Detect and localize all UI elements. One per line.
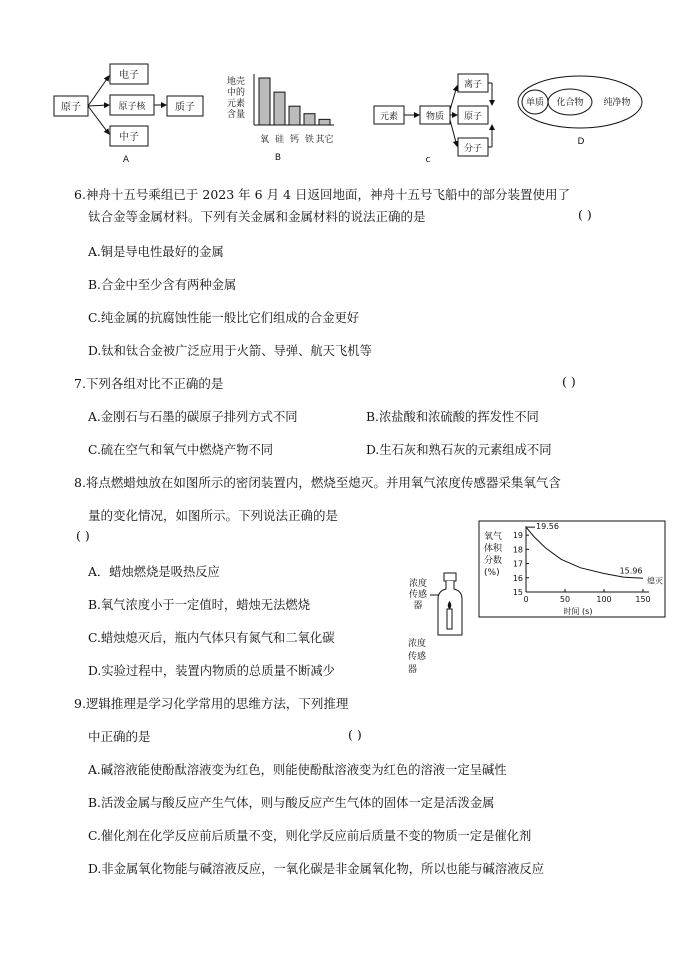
fig-b-bar-2: [289, 106, 300, 125]
q8-chart-ylabel-4: (%): [484, 568, 500, 578]
q8-chart-xlabel: 时间 (s): [563, 607, 593, 616]
fig-b-category-label: 硅: [274, 135, 285, 145]
q8-option-c: C.蜡烛熄灭后，瓶内气体只有氮气和二氧化碳: [88, 631, 335, 645]
q7-option-a: A.金刚石与石墨的碳原子排列方式不同: [88, 410, 298, 424]
q9-option-a: A.碱溶液能使酚酞溶液变为红色，则能使酚酞溶液变为红色的溶液一定呈碱性: [88, 763, 507, 777]
figure-b: [222, 70, 337, 165]
fig-b-bar-4: [319, 119, 330, 125]
q8-apparatus-label-2: 传感: [408, 590, 428, 600]
q8-chart-annotation-end: 15.96: [619, 566, 643, 576]
q8-chart-y-tick-label: 17: [512, 559, 523, 569]
q9-option-d: D.非金属氧化物能与碱溶液反应，一氧化碳是非金属氧化物，所以也能与碱溶液反应: [88, 862, 545, 876]
q8-chart-x-tick-label: 50: [559, 595, 571, 604]
fig-a-box-proton: 质子: [175, 102, 195, 113]
fig-b-category-label: 钙: [289, 135, 300, 145]
q8-oxygen-chart: [478, 520, 668, 620]
q8-apparatus: [400, 565, 470, 680]
fig-b-ylabel-4: 含量: [226, 110, 246, 120]
q8-chart-ylabel-1: 氧气: [484, 532, 503, 542]
q8-chart-x-tick-label: 150: [635, 595, 651, 604]
q8-chart-y-tick-label: 19: [512, 531, 523, 541]
fig-a-box-electron: 电子: [119, 70, 139, 81]
fig-c-box-ion: 离子: [463, 80, 483, 90]
fig-b-ylabel-3: 元素: [226, 99, 246, 109]
q8-chart-annotation-extinguish: 熄灭: [647, 576, 663, 586]
fig-d-label-element: 单质: [525, 98, 545, 108]
q6-answer-paren: ( ): [578, 207, 592, 222]
fig-a-box-atom: 原子: [61, 102, 81, 113]
q8-apparatus-label2-1: 浓度: [408, 639, 427, 649]
fig-b-category-label: 铁: [304, 135, 315, 145]
fig-d-label-compound: 化合物: [556, 98, 584, 108]
fig-d-caption: D: [577, 137, 585, 147]
q8-option-a: A．蜡烛燃烧是吸热反应: [88, 565, 220, 579]
q9-stem-line2: 中正确的是: [88, 729, 151, 744]
q9-stem-line1: 9.逻辑推理是学习化学常用的思维方法，下列推理: [74, 696, 349, 711]
q8-stem-line2: 量的变化情况，如图所示。下列说法正确的是: [88, 508, 339, 523]
fig-a-box-nucleus: 原子核: [118, 102, 146, 112]
q6-option-d: D.钛和钛合金被广泛应用于火箭、导弹、航天飞机等: [88, 344, 372, 358]
fig-b-ylabel-1: 地壳: [226, 77, 246, 87]
q8-chart-y-tick-label: 15: [512, 588, 523, 597]
fig-b-category-label: 氧: [259, 135, 270, 145]
q6-stem-line1: 6.神舟十五号乘组已于 2023 年 6 月 4 日返回地面，神舟十五号飞船中的部分装置使用了: [74, 187, 570, 202]
q7-answer-paren: ( ): [562, 374, 576, 389]
q8-answer-paren: ( ): [76, 528, 90, 543]
q8-chart-ylabel-2: 体积: [484, 544, 503, 554]
q8-option-d: D.实验过程中，装置内物质的总质量不断减少: [88, 664, 335, 678]
figure-a: [48, 60, 208, 165]
fig-c-box-substance: 物质: [425, 112, 445, 122]
q8-apparatus-label2-2: 传感: [408, 652, 427, 662]
q6-option-c: C.纯金属的抗腐蚀性能一般比它们组成的合金更好: [88, 311, 360, 325]
fig-d-label-pure: 纯净物: [603, 98, 631, 108]
fig-a-box-neutron: 中子: [119, 132, 139, 143]
q9-option-b: B.活泼金属与酸反应产生气体，则与酸反应产生气体的固体一定是活泼金属: [88, 796, 495, 810]
q7-option-b: B.浓盐酸和浓硫酸的挥发性不同: [366, 410, 539, 424]
q6-option-a: A.铜是导电性最好的金属: [88, 245, 224, 259]
figure-c: [370, 70, 500, 165]
fig-b-caption: B: [274, 153, 282, 163]
q7-stem: 7.下列各组对比不正确的是: [74, 376, 224, 391]
q8-stem-line1: 8.将点燃蜡烛放在如图所示的密闭装置内，燃烧至熄灭。并用氧气浓度传感器采集氧气含: [74, 475, 561, 490]
fig-c-box-element: 元素: [379, 112, 399, 122]
q7-option-d: D.生石灰和熟石灰的元素组成不同: [366, 443, 552, 457]
fig-b-bar-0: [259, 78, 270, 125]
q8-chart-annotation-start: 19.56: [536, 522, 559, 532]
fig-b-ylabel-2: 中的: [226, 88, 246, 98]
q8-option-b: B.氧气浓度小于一定值时，蜡烛无法燃烧: [88, 598, 310, 612]
q8-chart-ylabel-3: 分数: [484, 556, 503, 566]
q9-answer-paren: ( ): [348, 727, 362, 742]
q8-apparatus-label-3: 器: [413, 601, 423, 611]
figure-d: [515, 72, 650, 152]
q8-chart-x-tick-label: 100: [596, 595, 612, 604]
q9-option-c: C.催化剂在化学反应前后质量不变，则化学反应前后质量不变的物质一定是催化剂: [88, 829, 532, 843]
fig-c-box-molecule: 分子: [463, 144, 483, 154]
q6-stem-line2: 钛合金等金属材料。下列有关金属和金属材料的说法正确的是: [88, 209, 426, 224]
q8-chart-x-tick-label: 0: [523, 595, 529, 604]
fig-b-bar-3: [304, 114, 315, 125]
fig-c-box-atom: 原子: [463, 112, 483, 122]
q6-option-b: B.合金中至少含有两种金属: [88, 278, 237, 292]
fig-b-bar-1: [274, 92, 285, 125]
fig-a-caption: A: [122, 155, 130, 165]
q8-apparatus-label2-3: 器: [408, 665, 418, 675]
fig-b-category-label: 其它: [315, 135, 334, 145]
q8-chart-y-tick-label: 18: [512, 545, 523, 555]
q8-apparatus-label-1: 浓度: [408, 579, 428, 589]
q7-option-c: C.硫在空气和氧气中燃烧产物不同: [88, 443, 274, 457]
fig-c-caption: c: [425, 155, 431, 165]
q8-chart-y-tick-label: 16: [512, 573, 523, 583]
